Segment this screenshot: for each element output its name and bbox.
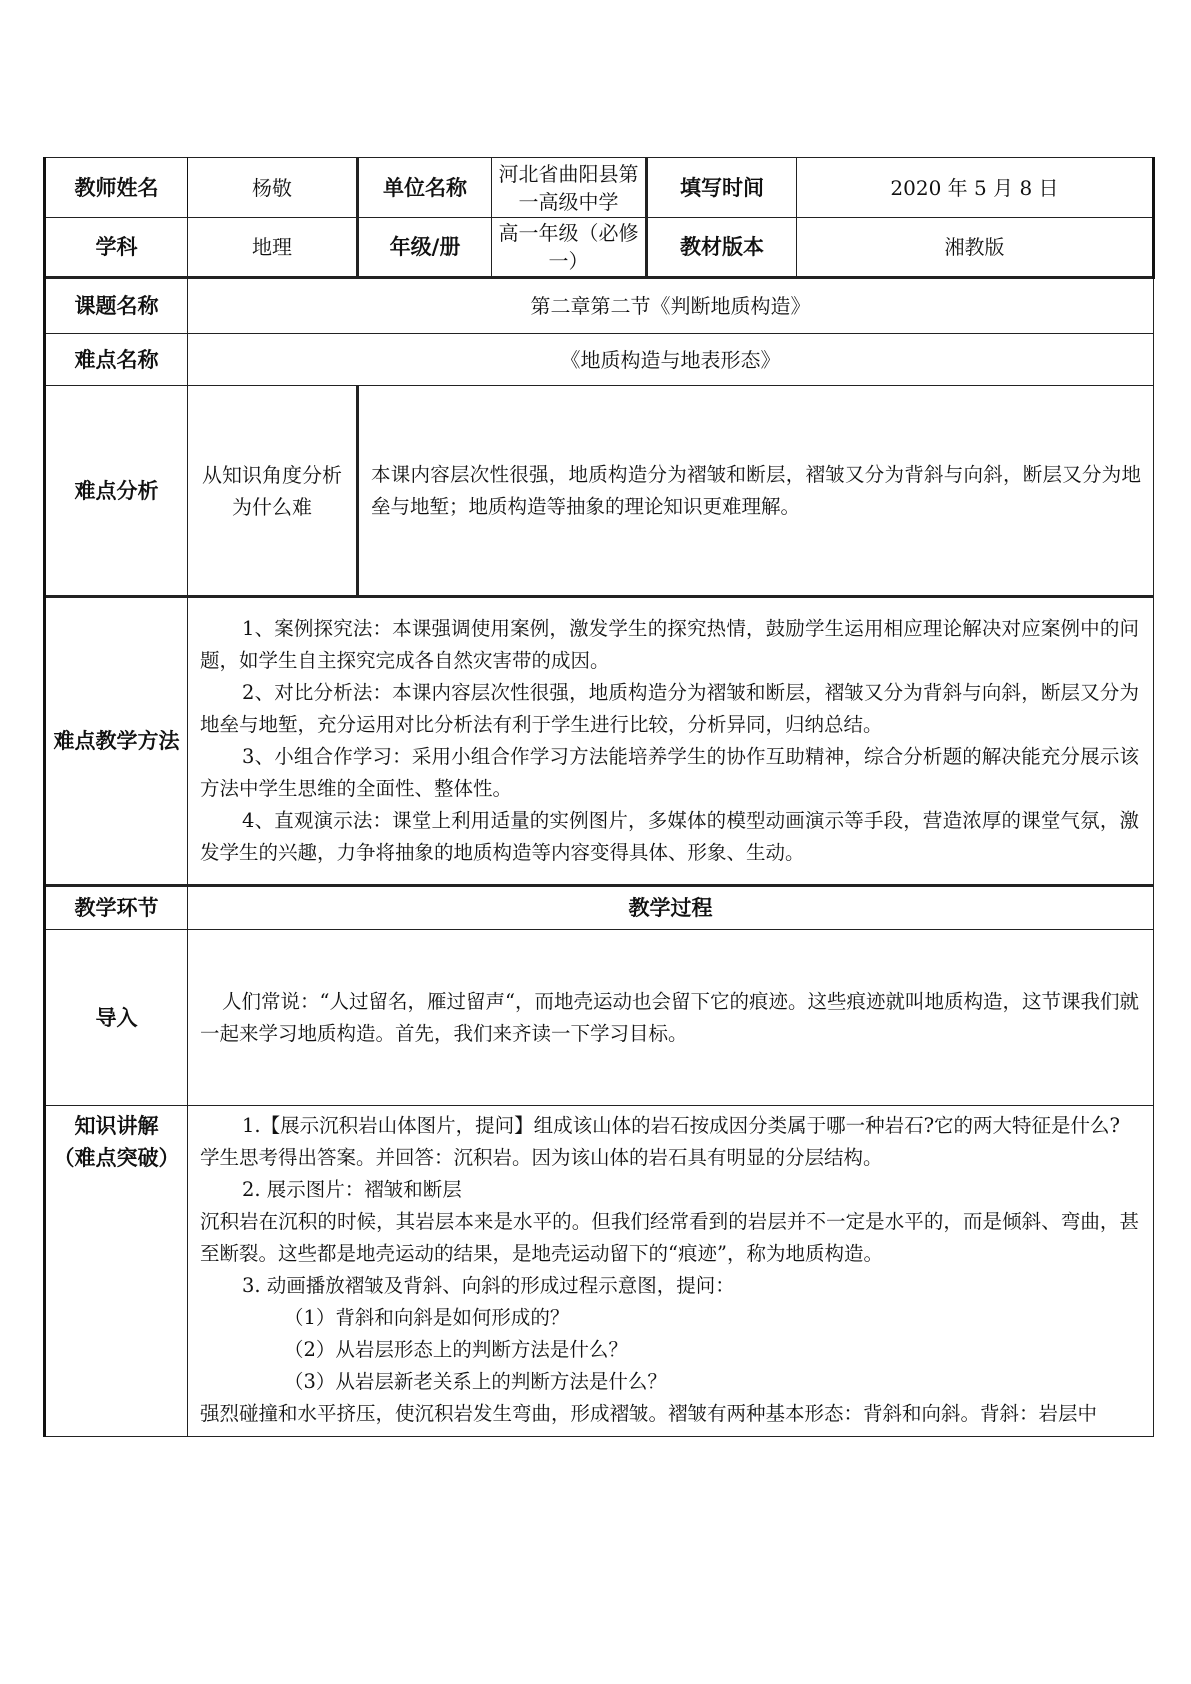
knowledge-line: 强烈碰撞和水平挤压，使沉积岩发生弯曲，形成褶皱。褶皱有两种基本形态：背斜和向斜。背斜：岩层中 [200, 1402, 1098, 1425]
subject-label: 学科 [45, 218, 188, 278]
method-item: 1、案例探究法：本课强调使用案例，激发学生的探究热情，鼓励学生运用相应理论解决对应案例中的问题，如学生自主探究完成各自然灾害带的成因。 [200, 617, 1139, 672]
knowledge-line: 2. 展示图片：褶皱和断层 [242, 1178, 462, 1201]
lesson-plan-document [43, 157, 1152, 1437]
knowledge-line: 1.【展示沉积岩山体图片，提问】组成该山体的岩石按成因分类属于哪一种岩石?它的两大特征是什么? [242, 1114, 1121, 1137]
teacher-label: 教师姓名 [45, 158, 188, 218]
method-item: 3、小组合作学习：采用小组合作学习方法能培养学生的协作互助精神，综合分析题的解决能充分展示该方法中学生思维的全面性、整体性。 [200, 745, 1139, 800]
lesson-title-label: 课题名称 [45, 278, 188, 334]
step-header: 教学环节 [45, 886, 188, 930]
header-row-1 [45, 158, 1154, 218]
analysis-row [45, 386, 1154, 597]
knowledge-line: 学生思考得出答案。并回答：沉积岩。因为该山体的岩石具有明显的分层结构。 [200, 1146, 883, 1169]
unit-label: 单位名称 [358, 158, 492, 218]
grade-label: 年级/册 [358, 218, 492, 278]
process-header-row [45, 886, 1154, 930]
header-row-2 [45, 218, 1154, 278]
knowledge-line: 3. 动画播放褶皱及背斜、向斜的形成过程示意图，提问： [242, 1274, 735, 1297]
methods-content [188, 597, 1154, 886]
unit-name: 河北省曲阳县第一高级中学 [492, 158, 647, 218]
teacher-name: 杨敬 [188, 158, 358, 218]
knowledge-line: 沉积岩在沉积的时候，其岩层本来是水平的。但我们经常看到的岩层并不一定是水平的，而是倾斜、弯曲，甚至断裂。这些都是地壳运动的结果，是地壳运动留下的“痕迹”，称为地质构造。 [200, 1210, 1139, 1265]
difficulty-value: 《地质构造与地表形态》 [188, 334, 1154, 386]
intro-row [45, 930, 1154, 1106]
method-item: 2、对比分析法：本课内容层次性很强，地质构造分为褶皱和断层，褶皱又分为背斜与向斜，断层又分为地垒与地堑，充分运用对比分析法有利于学生进行比较，分析异同，归纳总结。 [200, 681, 1139, 736]
grade-value: 高一年级（必修一） [492, 218, 647, 278]
textbook-value: 湘教版 [797, 218, 1154, 278]
analysis-label: 难点分析 [45, 386, 188, 597]
textbook-label: 教材版本 [647, 218, 797, 278]
intro-content [188, 930, 1154, 1106]
knowledge-line: （1）背斜和向斜是如何形成的？ [284, 1306, 570, 1329]
lesson-plan-table [43, 157, 1155, 1437]
methods-label: 难点教学方法 [45, 597, 188, 886]
subject-value: 地理 [188, 218, 358, 278]
knowledge-row [45, 1106, 1154, 1437]
intro-text: 人们常说：“人过留名，雁过留声“，而地壳运动也会留下它的痕迹。这些痕迹就叫地质构造，这节课我们就一起来学习地质构造。首先，我们来齐读一下学习目标。 [200, 989, 1139, 1045]
process-header: 教学过程 [188, 886, 1154, 930]
method-item: 4、直观演示法：课堂上利用适量的实例图片，多媒体的模型动画演示等手段，营造浓厚的课堂气氛，激发学生的兴趣，力争将抽象的地质构造等内容变得具体、形象、生动。 [200, 809, 1139, 864]
knowledge-line: （3）从岩层新老关系上的判断方法是什么？ [284, 1370, 667, 1393]
knowledge-label-line-1: 知识讲解 [74, 1114, 159, 1138]
date-label: 填写时间 [647, 158, 797, 218]
lesson-title-row [45, 278, 1154, 334]
analysis-sublabel: 从知识角度分析为什么难 [188, 386, 358, 597]
difficulty-label: 难点名称 [45, 334, 188, 386]
lesson-title-value: 第二章第二节《判断地质构造》 [188, 278, 1154, 334]
date-value: 2020 年 5 月 8 日 [797, 158, 1154, 218]
knowledge-content [188, 1106, 1154, 1437]
intro-label: 导入 [45, 930, 188, 1106]
analysis-text: 本课内容层次性很强，地质构造分为褶皱和断层，褶皱又分为背斜与向斜，断层又分为地垒与地堑；地质构造等抽象的理论知识更难理解。 [358, 386, 1154, 597]
difficulty-row [45, 334, 1154, 386]
methods-row [45, 597, 1154, 886]
knowledge-label [45, 1106, 188, 1437]
knowledge-label-line-2: （难点突破） [53, 1146, 180, 1170]
knowledge-line: （2）从岩层形态上的判断方法是什么？ [284, 1338, 628, 1361]
